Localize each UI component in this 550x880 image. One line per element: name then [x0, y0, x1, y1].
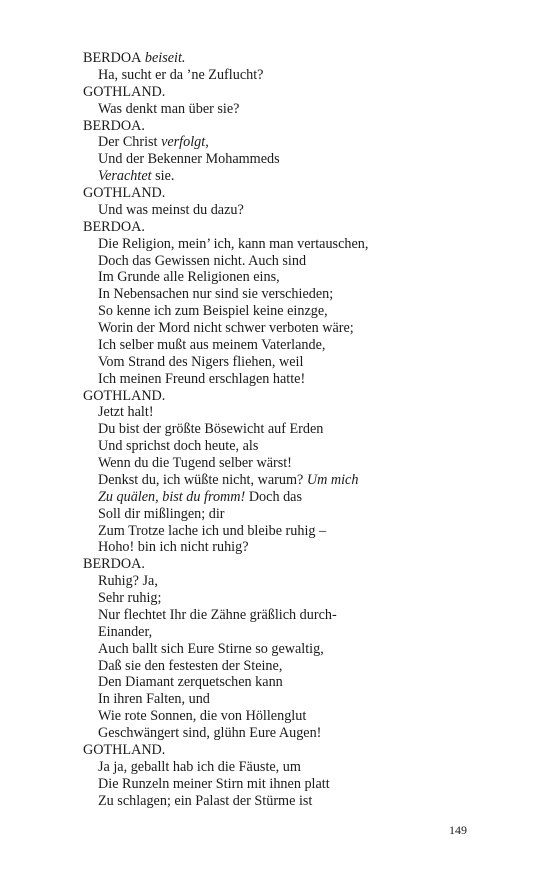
verse-line: Vom Strand des Nigers fliehen, weil — [98, 353, 304, 370]
verse-line: Geschwängert sind, glühn Eure Augen! — [98, 725, 322, 741]
speaker-line: BERDOA beiseit. — [83, 50, 186, 66]
speaker-line: BERDOA. — [83, 117, 145, 134]
verse-line: Was denkt man über sie? — [98, 100, 240, 117]
verse-line: Ruhig? Ja, — [98, 573, 158, 590]
verse-line: Einander, — [98, 623, 153, 640]
verse-line: Der Christ verfolgt, — [98, 134, 209, 151]
verse-line: Und was meinst du dazu? — [98, 201, 244, 218]
verse-line: Nur flechtet Ihr die Zähne gräßlich durch- — [98, 606, 337, 623]
speaker-line: BERDOA. — [83, 556, 145, 573]
dialogue-text — [83, 50, 483, 809]
verse-line: Jetzt halt! — [98, 404, 154, 421]
verse-line: Zu quälen, bist du fromm! Doch das — [98, 488, 303, 505]
verse-line: In ihren Falten, und — [98, 691, 210, 708]
verse-line: So kenne ich zum Beispiel keine einzge, — [98, 303, 328, 320]
speaker-line: GOTHLAND. — [83, 387, 166, 404]
verse-line: Die Runzeln meiner Stirn mit ihnen platt — [98, 775, 330, 792]
verse-line: Hoho! bin ich nicht ruhig? — [98, 539, 249, 556]
verse-line: In Nebensachen nur sind sie verschieden; — [98, 286, 334, 303]
verse-line: Verachtet sie. — [98, 168, 175, 185]
page-number: 149 — [449, 823, 467, 837]
verse-line: Und sprichst doch heute, als — [98, 438, 259, 455]
verse-line: Zu schlagen; ein Palast der Stürme ist — [98, 792, 313, 809]
verse-line: Ja ja, geballt hab ich die Fäuste, um — [98, 758, 301, 775]
speaker-line: GOTHLAND. — [83, 741, 166, 758]
verse-line: Zum Trotze lache ich und bleibe ruhig – — [98, 522, 327, 539]
verse-line: Sehr ruhig; — [98, 590, 162, 606]
verse-line: Doch das Gewissen nicht. Auch sind — [98, 252, 307, 269]
verse-line: Worin der Mord nicht schwer verboten wäre; — [98, 320, 354, 336]
verse-line: Du bist der größte Bösewicht auf Erden — [98, 421, 324, 438]
verse-line: Daß sie den festesten der Steine, — [98, 657, 283, 674]
speaker-line: GOTHLAND. — [83, 185, 166, 201]
verse-line: Und der Bekenner Mohammeds — [98, 151, 280, 168]
verse-line: Wie rote Sonnen, die von Höllenglut — [98, 708, 307, 725]
verse-line: Ha, sucht er da ’ne Zuflucht? — [98, 66, 264, 83]
verse-line: Den Diamant zerquetschen kann — [98, 674, 283, 691]
verse-line: Wenn du die Tugend selber wärst! — [98, 455, 292, 471]
speaker-line: BERDOA. — [83, 218, 145, 235]
verse-line: Ich meinen Freund erschlagen hatte! — [98, 370, 306, 387]
verse-line: Ich selber mußt aus meinem Vaterlande, — [98, 336, 326, 353]
verse-line: Im Grunde alle Religionen eins, — [98, 269, 280, 286]
speaker-line: GOTHLAND. — [83, 83, 166, 100]
verse-line: Auch ballt sich Eure Stirne so gewaltig, — [98, 640, 324, 657]
verse-line: Denkst du, ich wüßte nicht, warum? Um mich — [98, 471, 359, 488]
verse-line: Soll dir mißlingen; dir — [98, 505, 225, 522]
verse-line: Die Religion, mein’ ich, kann man vertauschen, — [98, 235, 369, 252]
